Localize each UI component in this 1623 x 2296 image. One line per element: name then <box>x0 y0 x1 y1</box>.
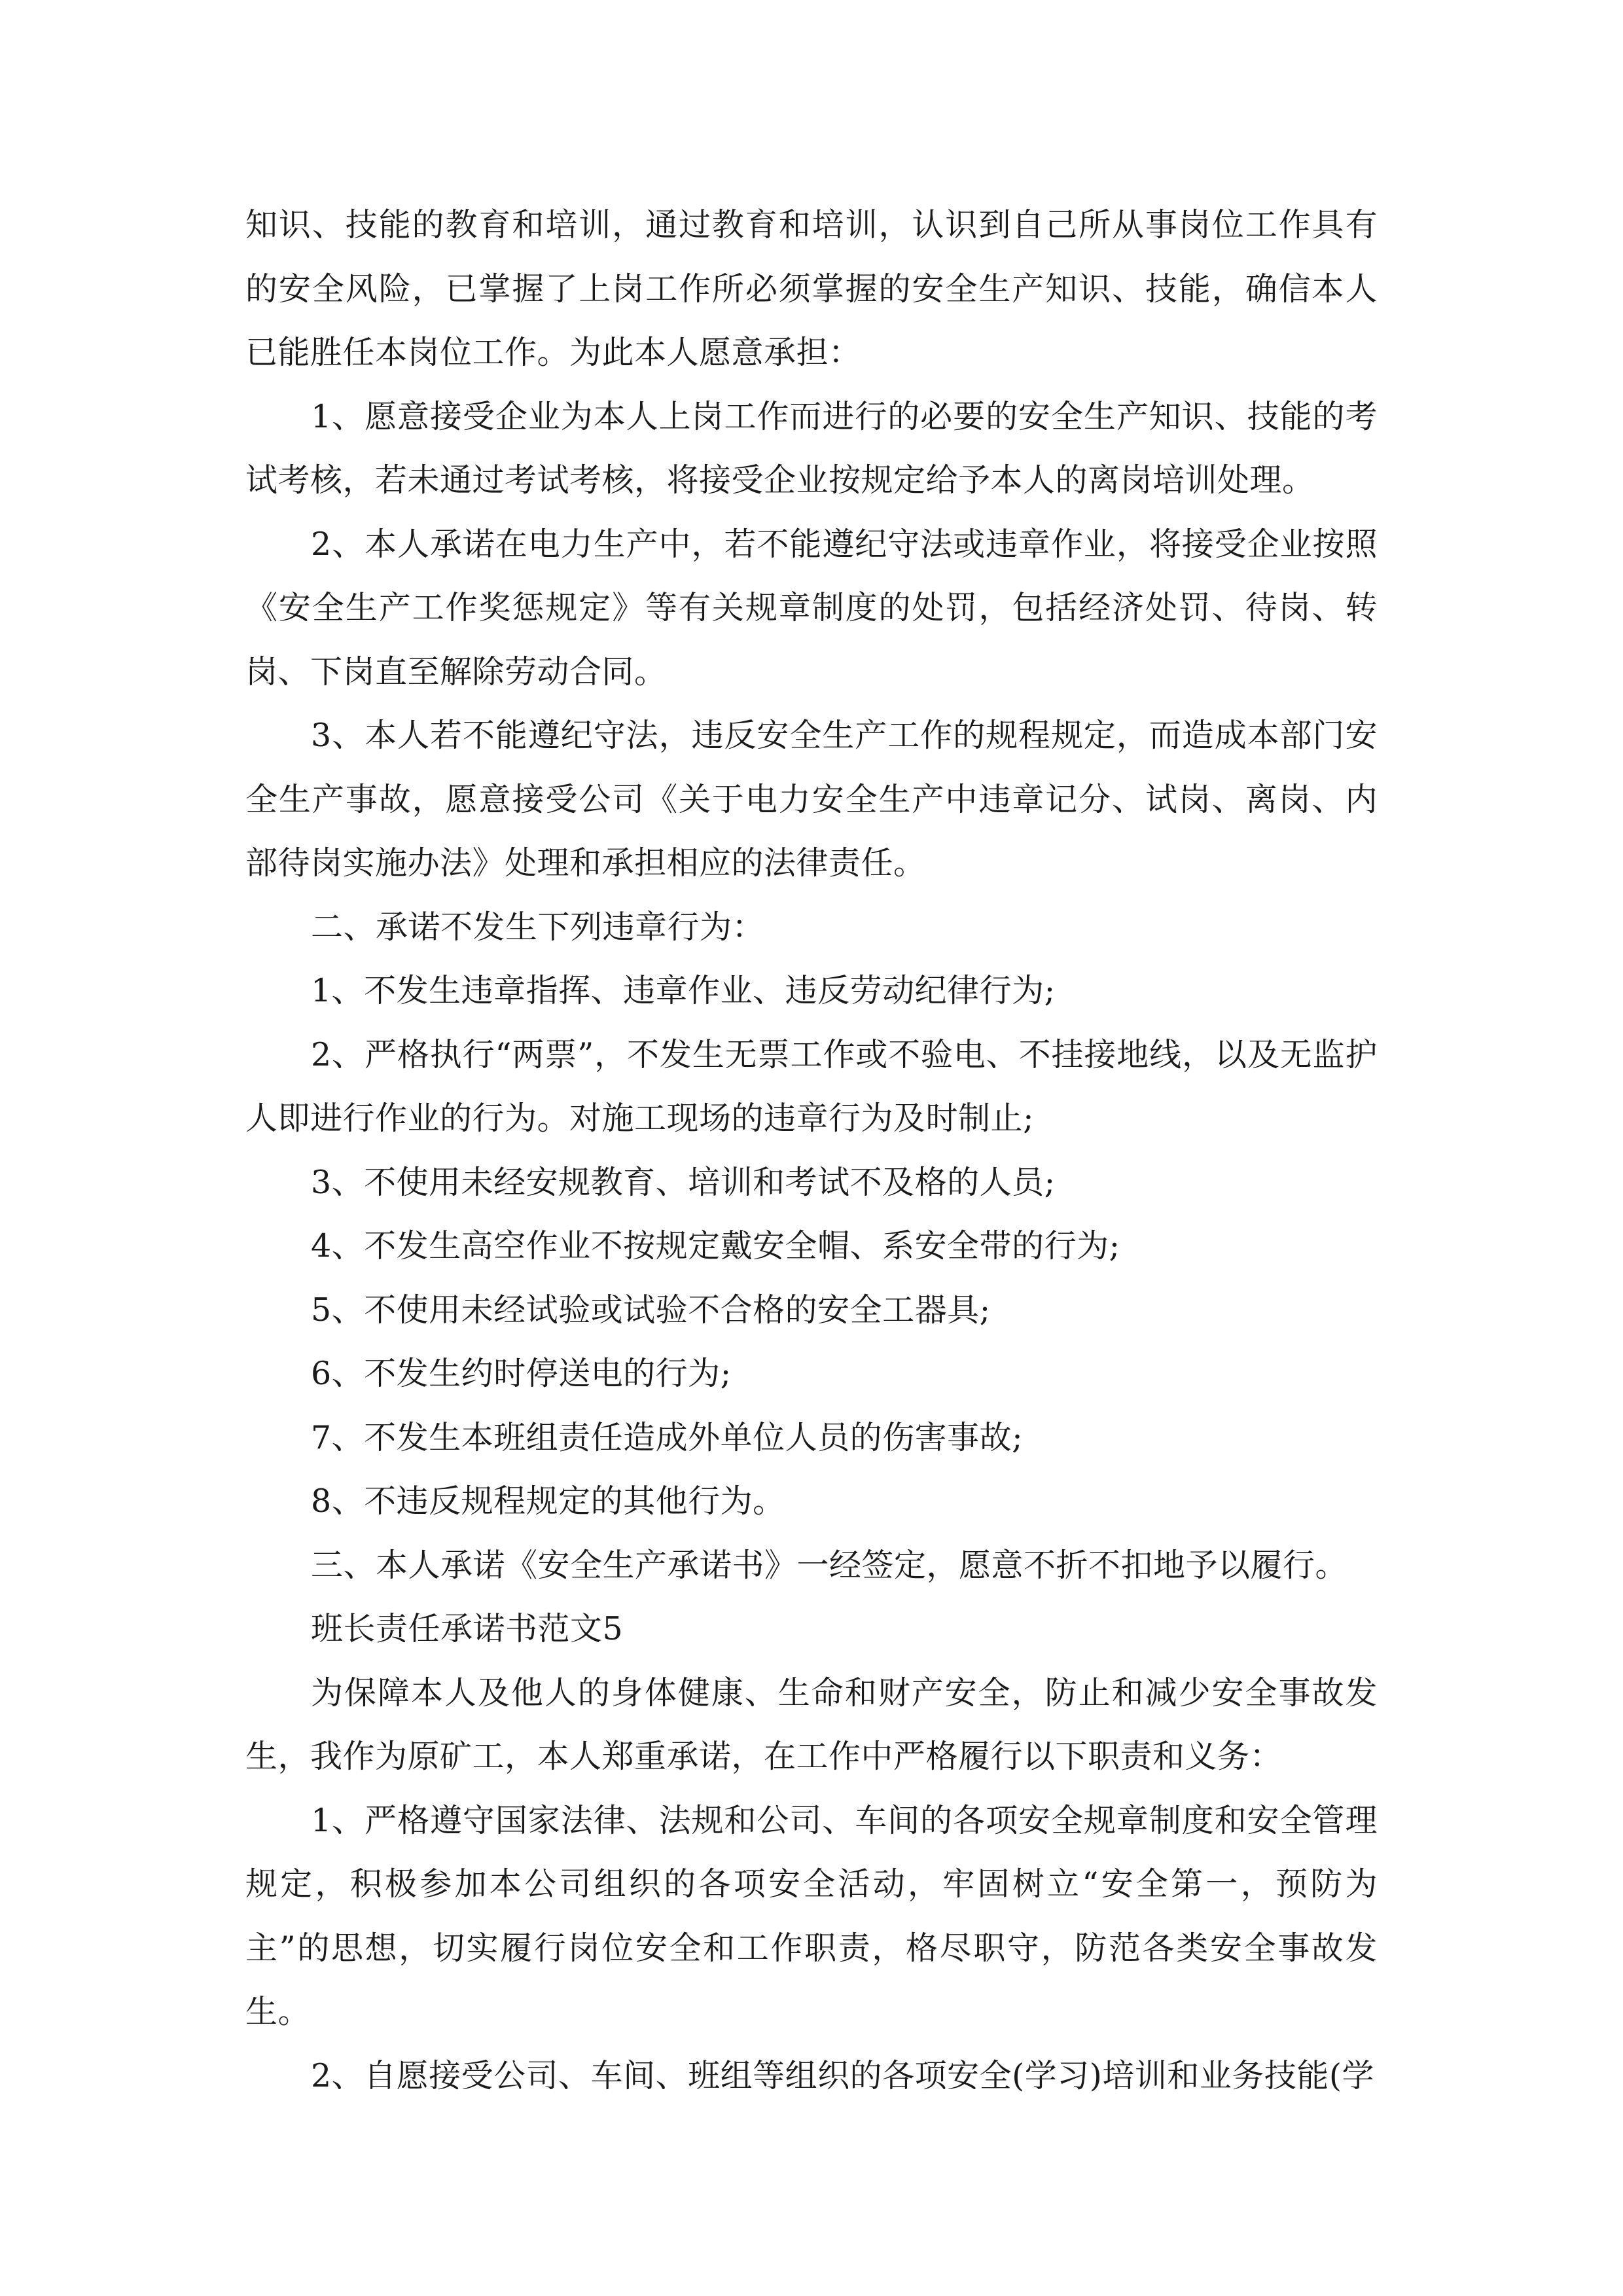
sample-intro: 为保障本人及他人的身体健康、生命和财产安全，防止和减少安全事故发生，我作为原矿工，本人郑重承诺，在工作中严格履行以下职责和义务： <box>245 1674 1378 1775</box>
rule-item-1: 1、不发生违章指挥、违章作业、违反劳动纪律行为; <box>311 972 1056 1009</box>
rule-item-7: 7、不发生本班组责任造成外单位人员的伤害事故; <box>311 1418 1024 1456</box>
paragraph-item-2: 2、本人承诺在电力生产中，若不能遵纪守法或违章作业，将接受企业按照《安全生产工作奖惩规定》等有关规章制度的处罚，包括经济处罚、待岗、转岗、下岗直至解除劳动合同。 <box>245 525 1378 691</box>
rule-item-2: 2、严格执行“两票”，不发生无票工作或不验电、不挂接地线，以及无监护人即进行作业的行为。对施工现场的违章行为及时制止; <box>245 1035 1378 1137</box>
section-heading-3: 三、本人承诺《安全生产承诺书》一经签定，愿意不折不扣地予以履行。 <box>311 1546 1348 1584</box>
section-heading-2: 二、承诺不发生下列违章行为： <box>311 908 765 946</box>
rule-item-5: 5、不使用未经试验或试验不合格的安全工器具; <box>311 1291 991 1329</box>
paragraph-continuation: 知识、技能的教育和培训，通过教育和培训，认识到自己所从事岗位工作具有的安全风险，已掌握了上岗工作所必须掌握的安全生产知识、技能，确信本人已能胜任本岗位工作。为此本人愿意承担： <box>245 206 1378 371</box>
sample-title: 班长责任承诺书范文5 <box>311 1610 624 1647</box>
document-body <box>245 193 1378 2108</box>
paragraph-item-1: 1、愿意接受企业为本人上岗工作而进行的必要的安全生产知识、技能的考试考核，若未通过考试考核，将接受企业按规定给予本人的离岗培训处理。 <box>245 397 1378 499</box>
rule-item-3: 3、不使用未经安规教育、培训和考试不及格的人员; <box>311 1163 1056 1201</box>
duty-item-2: 2、自愿接受公司、车间、班组等组织的各项安全(学习)培训和业务技能(学 <box>311 2056 1375 2094</box>
rule-item-8: 8、不违反规程规定的其他行为。 <box>311 1482 785 1520</box>
paragraph-item-3: 3、本人若不能遵纪守法，违反安全生产工作的规程规定，而造成本部门安全生产事故，愿意接受公司《关于电力安全生产中违章记分、试岗、离岗、内部待岗实施办法》处理和承担相应的法律责任。 <box>245 717 1378 882</box>
rule-item-6: 6、不发生约时停送电的行为; <box>311 1355 732 1392</box>
rule-item-4: 4、不发生高空作业不按规定戴安全帽、系安全带的行为; <box>311 1227 1120 1265</box>
duty-item-1: 1、严格遵守国家法律、法规和公司、车间的各项安全规章制度和安全管理规定，积极参加本公司组织的各项安全活动，牢固树立“安全第一，预防为主”的思想，切实履行岗位安全和工作职责，格尽职守，防范各类安全事故发生。 <box>245 1801 1378 2030</box>
